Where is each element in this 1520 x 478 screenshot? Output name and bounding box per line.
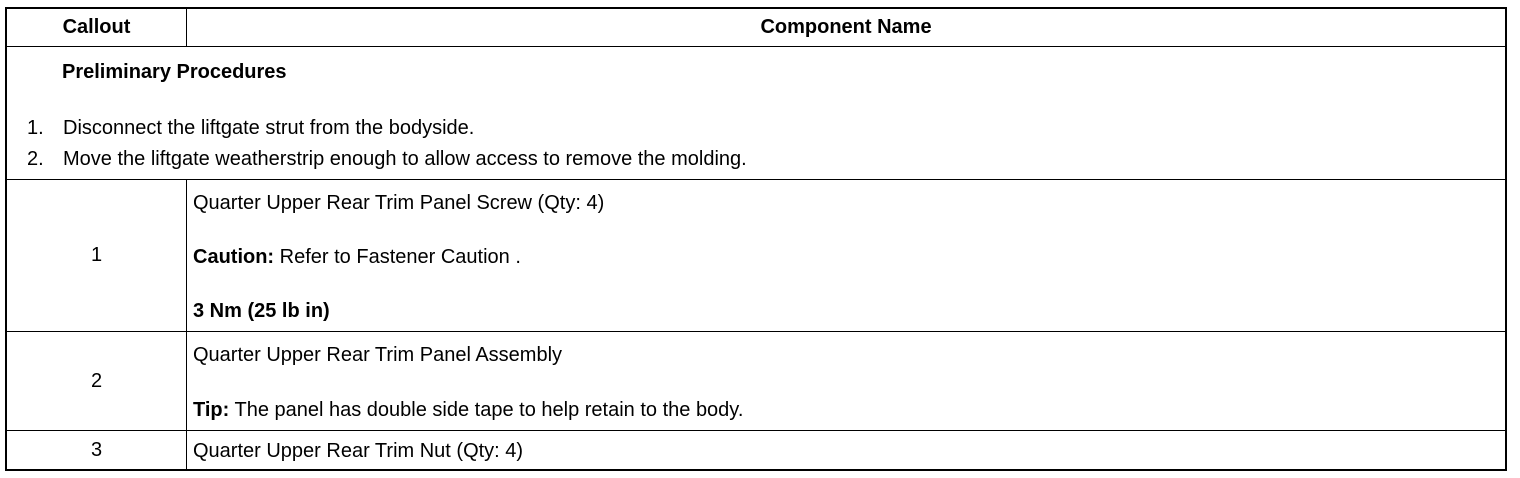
- step-number: 1.: [27, 117, 44, 139]
- table-row: [7, 180, 1505, 332]
- tip-label: Tip:: [193, 399, 230, 421]
- component-cell: [187, 180, 1505, 331]
- caution-note: [193, 246, 521, 269]
- table-header-row: [7, 9, 1505, 47]
- component-name: Quarter Upper Rear Trim Panel Screw (Qty: 4): [193, 192, 605, 214]
- preliminary-procedures-title: Preliminary Procedures: [62, 61, 287, 83]
- callout-column-header: Callout: [7, 9, 187, 46]
- step-text: Disconnect the liftgate strut from the bodyside.: [63, 117, 475, 139]
- caution-label: Caution:: [193, 246, 275, 268]
- component-name: Quarter Upper Rear Trim Nut (Qty: 4): [193, 440, 524, 462]
- component-name-column-header: Component Name: [760, 16, 932, 38]
- component-cell: [187, 332, 1505, 430]
- preliminary-procedures-row: [7, 47, 1505, 180]
- component-cell: [187, 431, 1505, 469]
- procedure-table: [5, 7, 1507, 471]
- torque-spec: 3 Nm (25 lb in): [193, 300, 330, 322]
- component-name: Quarter Upper Rear Trim Panel Assembly: [193, 344, 563, 366]
- preliminary-step: [27, 148, 747, 171]
- step-text: Move the liftgate weatherstrip enough to allow access to remove the molding.: [63, 148, 747, 170]
- step-number: 2.: [27, 148, 44, 170]
- preliminary-step: [27, 117, 474, 140]
- tip-text: The panel has double side tape to help retain to the body.: [229, 399, 744, 421]
- callout-number: 1: [7, 180, 187, 331]
- callout-number: 2: [7, 332, 187, 430]
- table-row: [7, 431, 1505, 469]
- tip-note: [193, 399, 743, 422]
- table-row: [7, 332, 1505, 431]
- callout-number: 3: [7, 431, 187, 469]
- caution-text: Refer to Fastener Caution .: [274, 246, 521, 268]
